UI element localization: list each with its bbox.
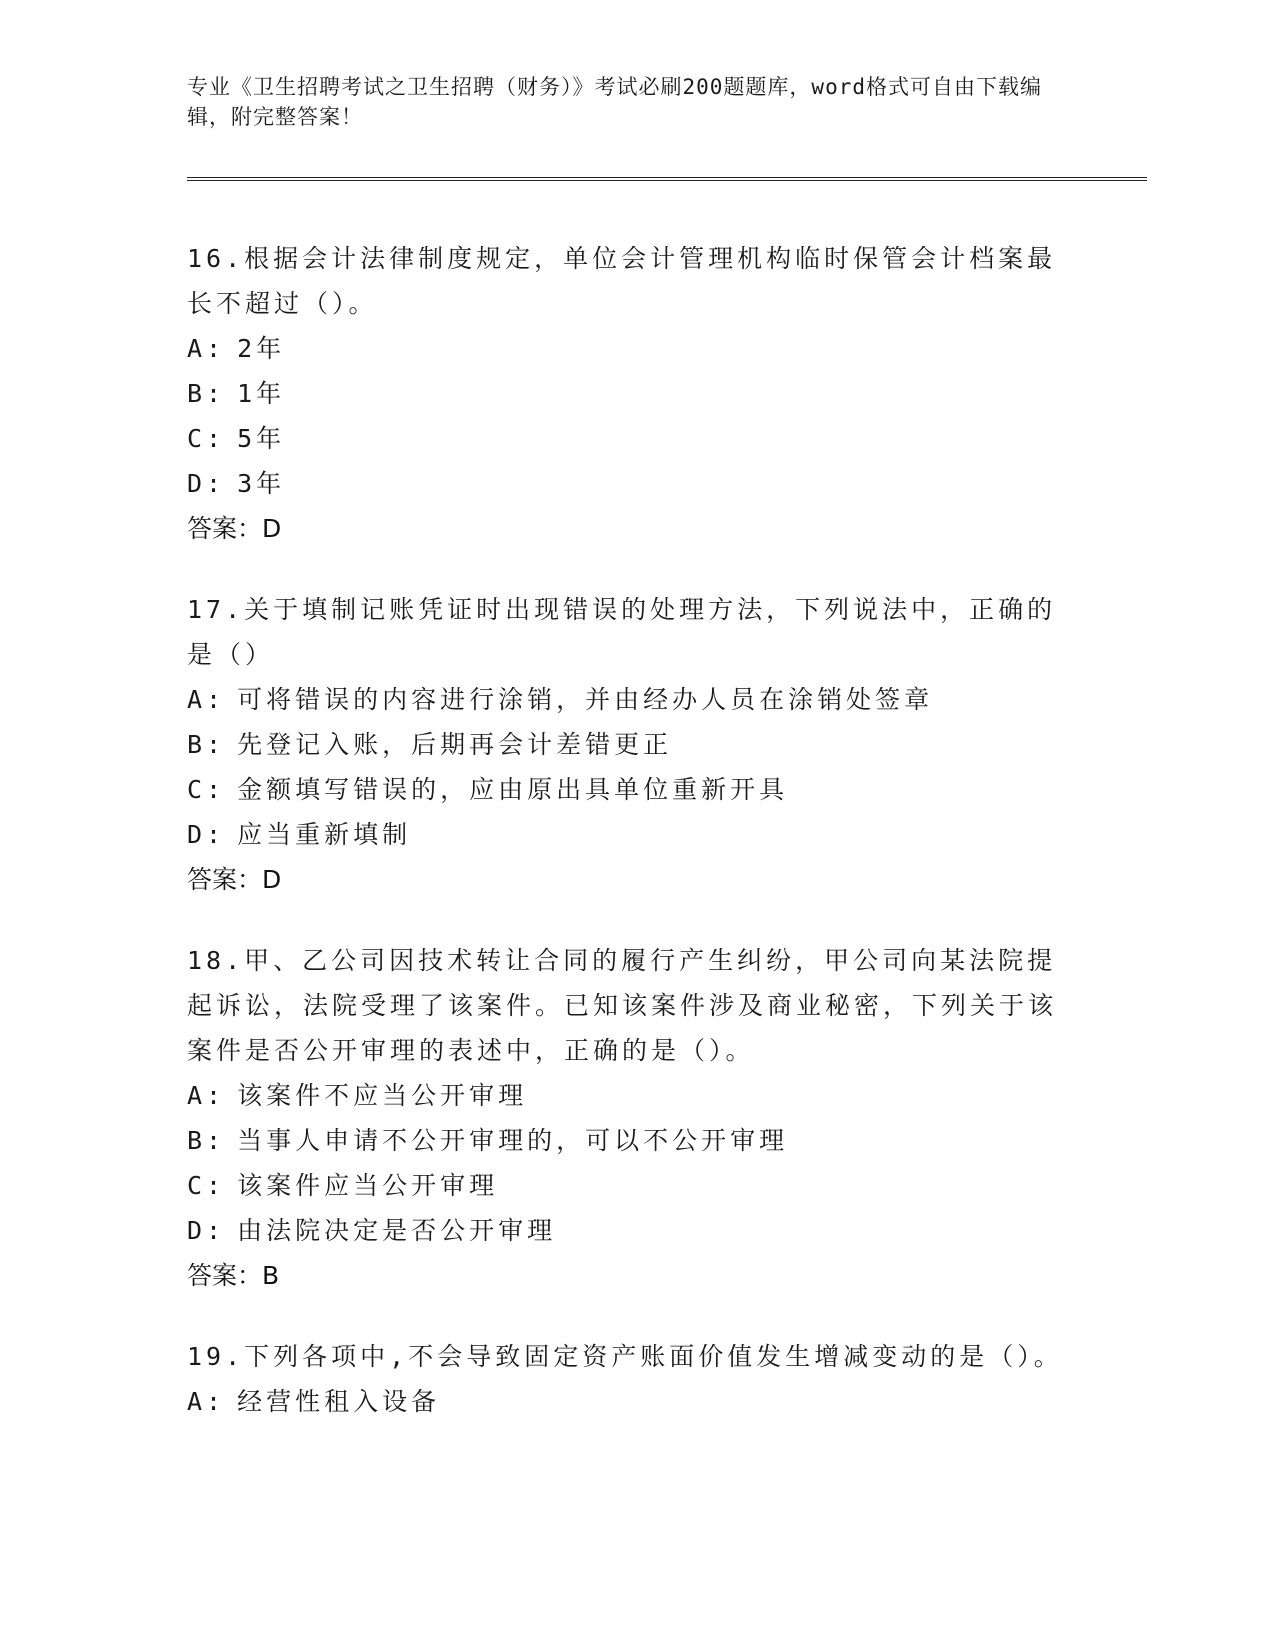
option-key: C:	[187, 775, 226, 804]
option-a	[187, 677, 1087, 722]
option-text: 应当重新填制	[237, 820, 412, 849]
document-page	[187, 72, 1147, 1416]
document-header: 专业《卫生招聘考试之卫生招聘（财务）》考试必刷200题题库，word格式可自由下载编辑，附完整答案！	[187, 75, 1042, 129]
option-b	[187, 371, 1087, 416]
option-key: C:	[187, 1171, 226, 1200]
question-stem: 19.下列各项中,不会导致固定资产账面价值发生增减变动的是（）。	[187, 1342, 1063, 1371]
option-key: C:	[187, 424, 226, 453]
option-key: A:	[187, 1387, 226, 1416]
option-key: B:	[187, 379, 226, 408]
option-b	[187, 722, 1087, 767]
option-key: B:	[187, 730, 226, 759]
option-text: 该案件应当公开审理	[237, 1171, 499, 1200]
question-stem: 18.甲、乙公司因技术转让合同的履行产生纠纷，甲公司向某法院提起诉讼，法院受理了该案件。已知该案件涉及商业秘密，下列关于该案件是否公开审理的表述中，正确的是（）。	[187, 946, 1058, 1065]
option-d	[187, 812, 1087, 857]
question-list	[187, 236, 1087, 1460]
option-key: A:	[187, 334, 226, 363]
option-c	[187, 1163, 1087, 1208]
option-d	[187, 1208, 1087, 1253]
option-text: 3年	[237, 469, 286, 498]
option-key: D:	[187, 469, 226, 498]
option-text: 由法院决定是否公开审理	[237, 1216, 557, 1245]
option-text: 1年	[237, 379, 286, 408]
question-17	[187, 587, 1087, 902]
option-key: D:	[187, 820, 226, 849]
option-text: 先登记入账，后期再会计差错更正	[237, 730, 673, 759]
option-a	[187, 1073, 1087, 1118]
answer-line: 答案：B	[187, 1261, 280, 1290]
question-stem: 16.根据会计法律制度规定，单位会计管理机构临时保管会计档案最长不超过（）。	[187, 244, 1057, 318]
option-d	[187, 461, 1087, 506]
header-double-rule	[187, 177, 1147, 181]
option-text: 当事人申请不公开审理的，可以不公开审理	[237, 1126, 789, 1155]
option-key: B:	[187, 1126, 226, 1155]
option-c	[187, 767, 1087, 812]
option-key: D:	[187, 1216, 226, 1245]
option-a	[187, 326, 1087, 371]
answer-line: 答案：D	[187, 514, 282, 543]
option-key: A:	[187, 1081, 226, 1110]
option-text: 5年	[237, 424, 286, 453]
option-key: A:	[187, 685, 226, 714]
option-text: 可将错误的内容进行涂销，并由经办人员在涂销处签章	[237, 685, 934, 714]
question-stem: 17.关于填制记账凭证时出现错误的处理方法，下列说法中，正确的是（）	[187, 595, 1057, 669]
answer-line: 答案：D	[187, 865, 282, 894]
option-text: 2年	[237, 334, 286, 363]
option-b	[187, 1118, 1087, 1163]
option-text: 金额填写错误的，应由原出具单位重新开具	[237, 775, 789, 804]
option-c	[187, 416, 1087, 461]
question-18	[187, 938, 1087, 1298]
option-text: 经营性租入设备	[237, 1387, 441, 1416]
option-a	[187, 1379, 1087, 1424]
option-text: 该案件不应当公开审理	[237, 1081, 528, 1110]
question-19	[187, 1334, 1087, 1424]
question-16	[187, 236, 1087, 551]
